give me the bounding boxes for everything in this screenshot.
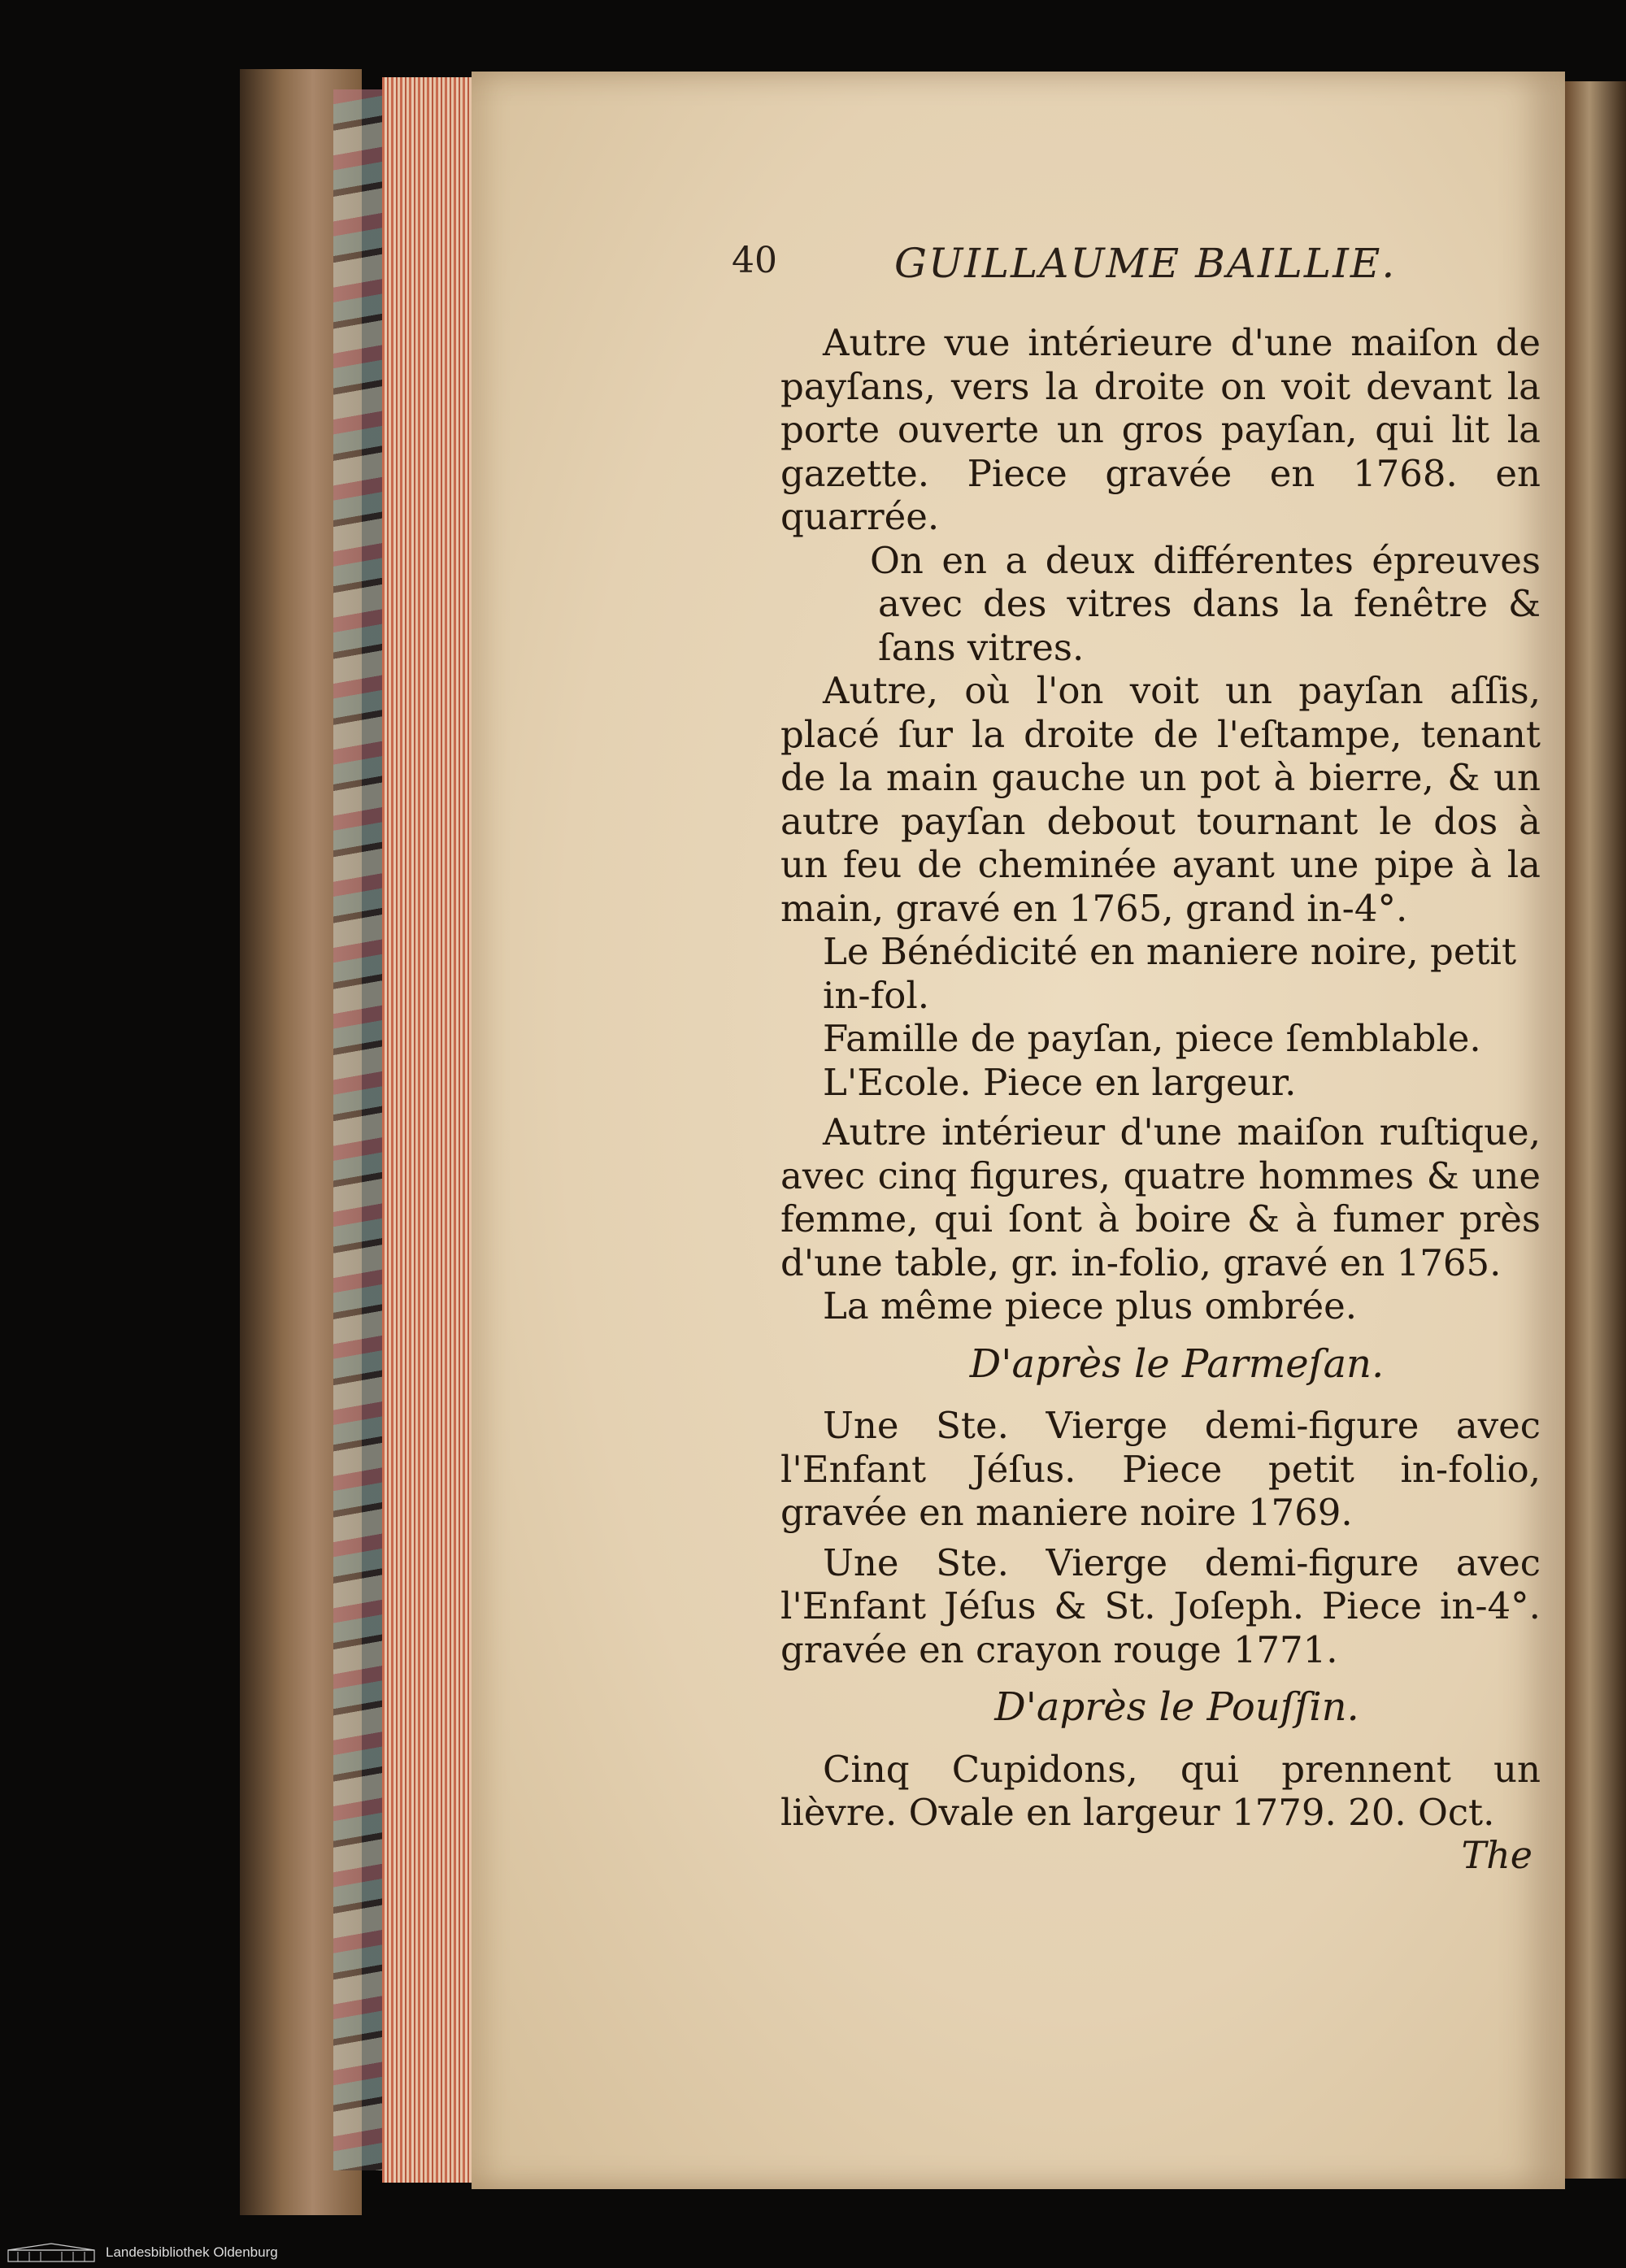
list-item: L'Ecole. Piece en largeur.	[823, 1060, 1297, 1104]
section-heading: D'après le Parmeſan.	[969, 1340, 1385, 1387]
paragraph: Autre vue intérieure d'une maiſon de payſans, vers la droite on voit devant la porte ouverte un gros payſan, qui lit la gazette. Piece gravée en 1768. en quarrée.	[780, 321, 1541, 538]
catchword: The	[1461, 1833, 1533, 1877]
section-heading: D'après le Pouſſin.	[994, 1684, 1359, 1730]
page-header	[732, 240, 1545, 297]
paragraph-note: La même piece plus ombrée.	[823, 1284, 1358, 1327]
page-edges	[382, 77, 472, 2183]
paragraph: Autre, où l'on voit un payſan aſſis, placé ſur la droite de l'eſtampe, tenant de la main gauche un pot à bierre, & un autre payſan debout tournant le dos à un feu de cheminée ayant une pipe à la main, gravé en 1765, grand in-4°.	[780, 669, 1541, 930]
facing-page-edge	[1565, 81, 1626, 2179]
page-number: 40	[732, 240, 777, 281]
list-item: Le Bénédicité en maniere noire, petit in-fol.	[823, 930, 1517, 1017]
entry-list	[780, 930, 1541, 1104]
library-building-icon	[7, 2242, 96, 2263]
paragraph: Une Ste. Vierge demi-figure avec l'Enfant Jéſus & St. Joſeph. Piece in-4°. gravée en crayon rouge 1771.	[780, 1540, 1541, 1671]
paragraph-note: On en a deux différentes épreuves avec des vitres dans la fenêtre & ſans vitres.	[870, 538, 1541, 669]
library-footer	[0, 2237, 309, 2268]
paragraph: Une Ste. Vierge demi-figure avec l'Enfant Jéſus. Piece petit in-folio, gravée en maniere noire 1769.	[780, 1404, 1541, 1534]
running-head: GUILLAUME BAILLIE.	[894, 240, 1397, 287]
paragraph: Autre intérieur d'une maiſon ruſtique, avec cinq figures, quatre hommes & une femme, qui ſont à boire & à fumer près d'une table, gr. in-folio, gravé en 1765.	[780, 1110, 1541, 1284]
library-name: Landesbibliothek Oldenburg	[106, 2244, 278, 2260]
paragraph: Cinq Cupidons, qui prennent un lièvre. Ovale en largeur 1779. 20. Oct.	[780, 1747, 1541, 1834]
page-text	[780, 321, 1541, 1835]
list-item: Famille de payſan, piece ſemblable.	[823, 1017, 1481, 1060]
